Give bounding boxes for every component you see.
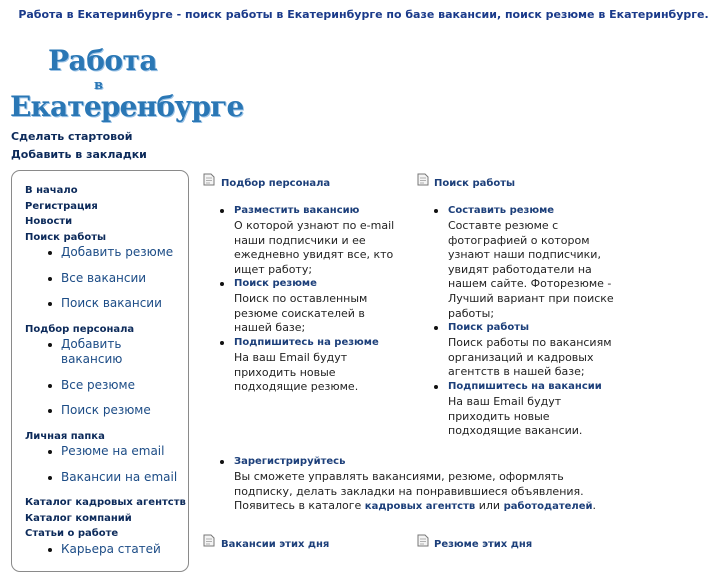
register-description: Вы сможете управлять вакансиями, резюме, оформлять подписку, делать закладки на понравившиеся объявления. Появитесь в каталоге xyxy=(234,470,584,513)
note-icon xyxy=(416,173,429,186)
sidebar-item-add-resume[interactable]: Добавить резюме xyxy=(61,245,188,260)
sidebar-link-articles[interactable]: Статьи о работе xyxy=(25,528,119,539)
sidebar-item-all-resumes[interactable]: Все резюме xyxy=(61,378,188,393)
post-vacancy-text: О которой узнают по e-mail наши подписчики и ее ежедневно увидят все, кто ищет работу; xyxy=(234,219,395,276)
sidebar-link-job-search[interactable]: Поиск работы xyxy=(25,231,107,243)
logo-line-1: Работа xyxy=(48,44,158,77)
staff-menu xyxy=(25,337,188,418)
subscribe-vacancy-text: На ваш Email будут приходить новые подходящие вакансии. xyxy=(448,395,583,438)
agencies-catalog-link[interactable]: кадровых агентств xyxy=(364,501,476,513)
sidebar xyxy=(11,170,189,572)
note-icon xyxy=(202,173,215,186)
add-bookmark-link[interactable]: Добавить в закладки xyxy=(11,148,147,161)
personal-menu xyxy=(25,444,188,485)
sidebar-link-agencies[interactable]: Каталог кадровых агентств xyxy=(25,497,186,508)
resume-search-link[interactable]: Поиск резюме xyxy=(234,278,317,289)
job-search-link[interactable]: Поиск работы xyxy=(448,322,530,333)
resume-search-text: Поиск по оставленным резюме соискателей в нашей базе; xyxy=(234,292,368,335)
sidebar-link-personal[interactable]: Личная папка xyxy=(25,430,105,442)
post-vacancy-link[interactable]: Разместить вакансию xyxy=(234,205,360,216)
sidebar-link-news[interactable]: Новости xyxy=(25,216,73,227)
staff-section-title[interactable]: Подбор персонала xyxy=(221,178,331,189)
sidebar-item-all-vacancies[interactable]: Все вакансии xyxy=(61,271,188,286)
register-end: . xyxy=(592,499,597,513)
sidebar-link-companies[interactable]: Каталог компаний xyxy=(25,512,132,524)
today-vacancies-title[interactable]: Вакансии этих дня xyxy=(221,539,330,550)
articles-menu xyxy=(25,542,188,557)
note-icon xyxy=(416,534,429,547)
job-search-text: Поиск работы по вакансиям организаций и кадровых агентств в нашей базе; xyxy=(448,336,612,379)
top-links xyxy=(11,128,147,164)
logo-line-3: Екатеренбурге xyxy=(10,90,244,123)
job-menu xyxy=(25,245,188,311)
sidebar-link-register[interactable]: Регистрация xyxy=(25,200,98,212)
job-section-title[interactable]: Поиск работы xyxy=(434,178,516,189)
sidebar-item-add-vacancy[interactable]: Добавить вакансию xyxy=(61,337,173,367)
register-text xyxy=(234,470,614,515)
create-resume-link[interactable]: Составить резюме xyxy=(448,205,555,216)
subscribe-resume-link[interactable]: Подпишитесь на резюме xyxy=(234,337,379,348)
sidebar-link-home[interactable]: В начало xyxy=(25,185,78,196)
page-title: Работа в Екатеринбурге - поиск работы в Екатеринбурге по базе вакансии, поиск резюме в Екатеринбурге. xyxy=(18,8,709,21)
subscribe-resume-text: На ваш Email будут приходить новые подходящие резюме. xyxy=(234,351,359,394)
sidebar-item-search-vacancy[interactable]: Поиск вакансии xyxy=(61,296,188,311)
create-resume-text: Составте резюме с фотографией о котором узнают наши подписчики, увидят работодатели на нашем сайте. Фоторезюме - Лучший вариант при поиске работы; xyxy=(448,219,614,320)
today-resumes-title[interactable]: Резюме этих дня xyxy=(434,539,533,550)
employers-catalog-link[interactable]: работодателей xyxy=(503,501,593,513)
logo-line-2: в xyxy=(94,78,104,93)
set-homepage-link[interactable]: Сделать стартовой xyxy=(11,130,133,143)
register-link[interactable]: Зарегистрируйтесь xyxy=(234,456,346,467)
sidebar-item-career-articles[interactable]: Карьера статей xyxy=(61,542,188,557)
sidebar-item-vacancy-email[interactable]: Вакансии на email xyxy=(61,470,188,485)
note-icon xyxy=(202,534,215,547)
sidebar-link-staff[interactable]: Подбор персонала xyxy=(25,323,135,335)
sidebar-item-resume-email[interactable]: Резюме на email xyxy=(61,444,188,459)
register-or: или xyxy=(478,499,501,513)
subscribe-vacancy-link[interactable]: Подпишитесь на вакансии xyxy=(448,381,602,392)
sidebar-item-search-resume[interactable]: Поиск резюме xyxy=(61,403,188,418)
site-logo[interactable] xyxy=(10,44,244,126)
